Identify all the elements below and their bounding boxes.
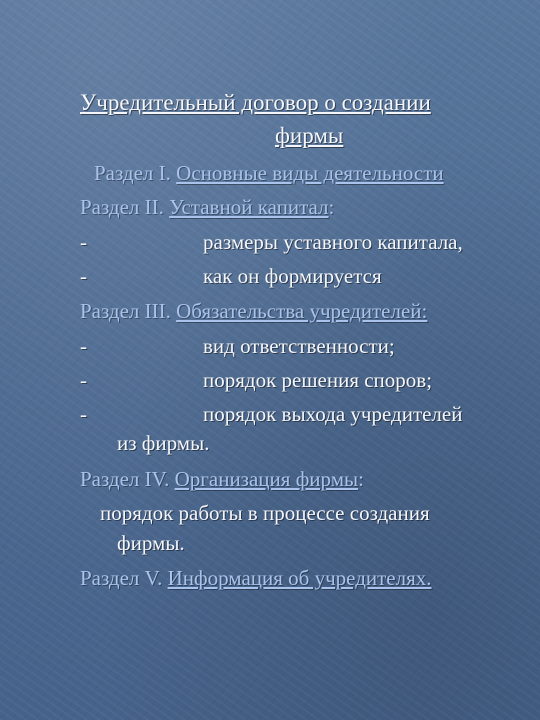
section-2-bullet-2: - — [80, 264, 87, 288]
section-3-heading: Обязательства учредителей: — [176, 299, 428, 323]
slide-title-line-2: фирмы — [275, 123, 344, 148]
section-2-item-2: как он формируется — [203, 264, 382, 288]
section-3-item-2: порядок решения споров; — [203, 368, 433, 392]
section-5 — [80, 565, 432, 591]
section-1-label: Раздел I. — [94, 161, 177, 185]
section-3-bullet-3: - — [80, 402, 87, 426]
section-3-bullet-2: - — [80, 368, 87, 392]
section-4-heading: Организация фирмы — [174, 467, 359, 491]
section-3-label: Раздел III. — [80, 299, 177, 323]
section-4-text-line-2: фирмы. — [117, 531, 185, 555]
section-4-colon: : — [358, 467, 364, 491]
slide-title-line-1: Учредительный договор о создании — [80, 90, 431, 115]
section-2 — [80, 194, 334, 220]
section-5-heading: Информация об учредителях. — [167, 566, 432, 590]
section-1-heading: Основные виды деятельности — [176, 161, 444, 185]
section-3-item-3-continuation: из фирмы. — [117, 431, 210, 455]
section-2-bullet-1: - — [80, 230, 87, 254]
section-4 — [80, 466, 364, 492]
section-2-colon: : — [328, 195, 335, 219]
section-3-item-3: порядок выхода учредителей — [203, 402, 463, 426]
section-4-text-line-1: порядок работы в процессе создания — [100, 501, 430, 525]
section-3 — [80, 298, 427, 324]
section-2-label: Раздел II. — [80, 195, 170, 219]
section-2-item-1: размеры уставного капитала, — [203, 230, 463, 254]
section-5-label: Раздел V. — [80, 566, 168, 590]
section-1 — [94, 160, 444, 186]
section-4-label: Раздел IV. — [80, 467, 175, 491]
section-3-bullet-1: - — [80, 334, 87, 358]
section-3-item-1: вид ответственности; — [203, 334, 395, 358]
section-2-heading: Уставной капитал — [169, 195, 329, 219]
